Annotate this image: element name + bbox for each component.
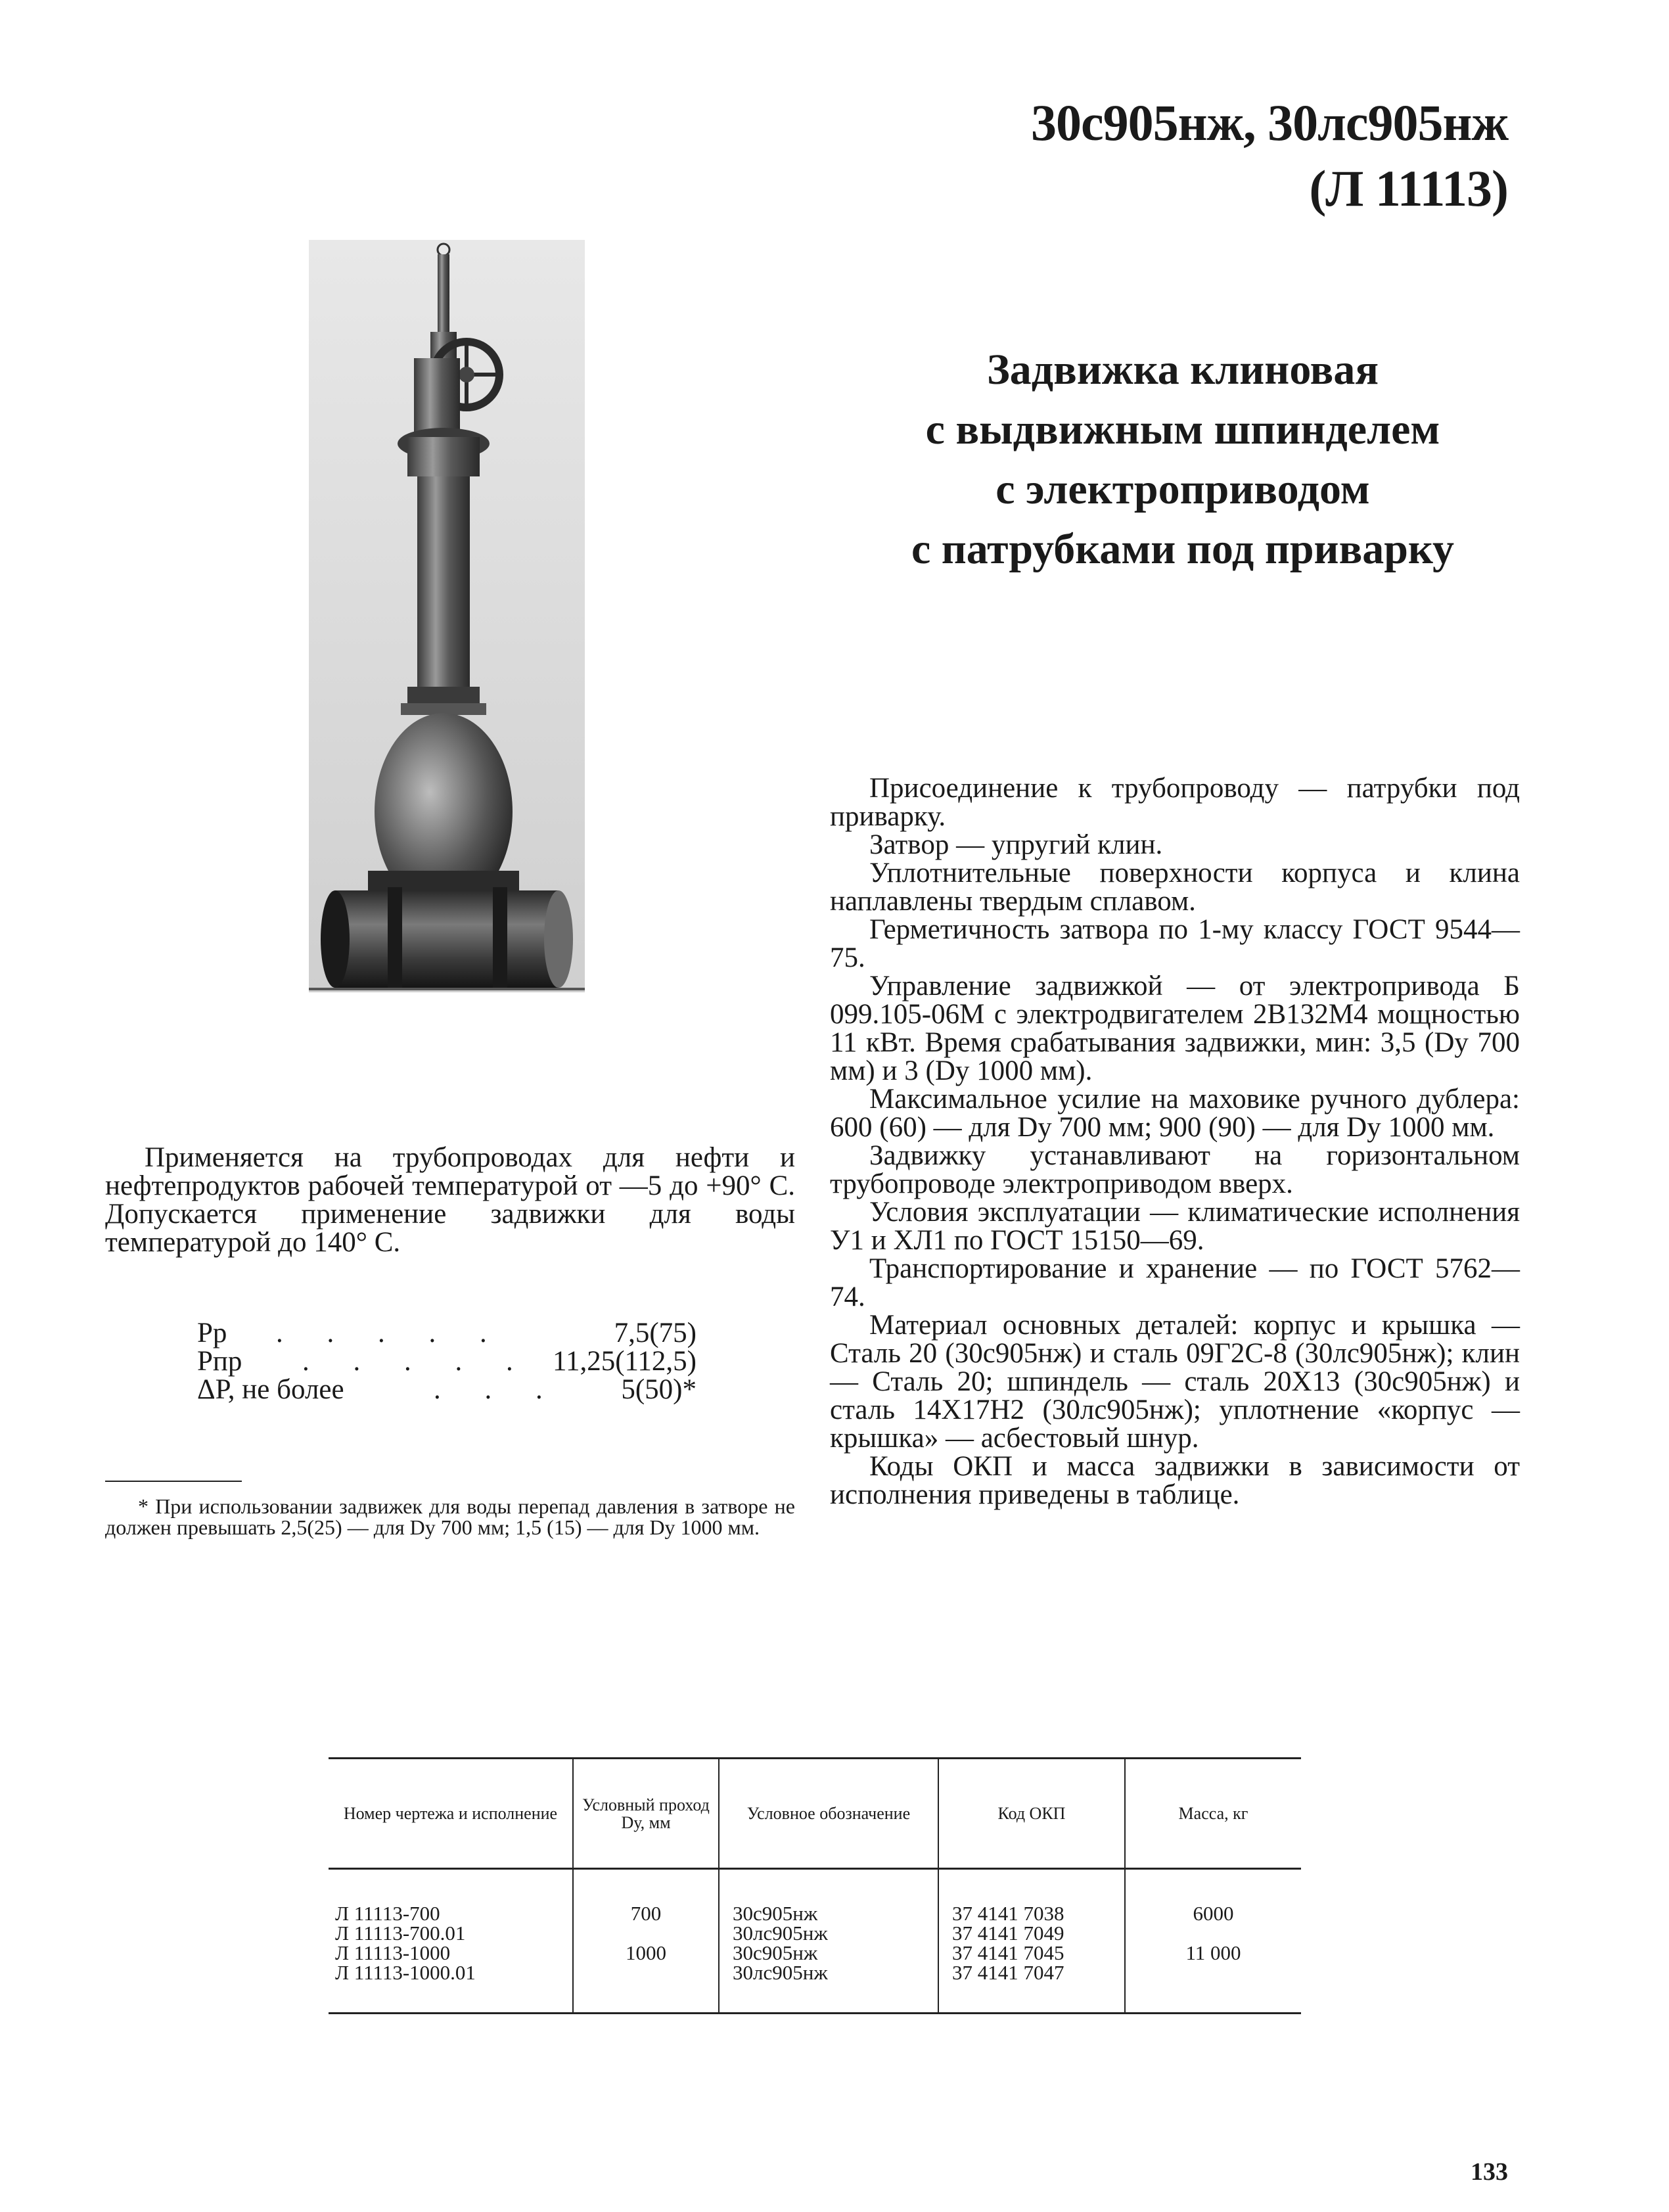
param-row bbox=[197, 1319, 697, 1347]
application-text: Применяется на трубопроводах для нефти и нефтепродуктов рабочей температурой от —5 до +90° С. Допускается применение задвижки для воды температурой до 140° С. bbox=[105, 1142, 795, 1258]
desc-paragraph: Управление задвижкой — от электропривода Б 099.105-06М с электродвигателем 2В132М4 мощностью 11 кВт. Время срабатывания задвижки, мин: 3,5 (Dу 700 мм) и 3 (Dу 1000 мм). bbox=[830, 971, 1520, 1086]
desc-paragraph: Транспортирование и хранение — по ГОСТ 5762—74. bbox=[830, 1253, 1520, 1312]
cell-designation: 30с905нж bbox=[719, 1943, 938, 1963]
footnote: * При использовании задвижек для воды перепад давления в затворе не должен превышать 2,5(25) — для Dу 700 мм; 1,5 (15) — для Dу 1000 мм. bbox=[105, 1494, 795, 1539]
cell-mass: 6000 bbox=[1125, 1869, 1301, 1924]
cell-mass bbox=[1125, 1924, 1301, 1943]
cell-okp: 37 4141 7047 bbox=[938, 1963, 1125, 2014]
header-drawing: Номер чертежа и исполнение bbox=[343, 1804, 558, 1823]
table-header-row bbox=[329, 1759, 1301, 1869]
table-row bbox=[329, 1963, 1301, 2014]
desc-paragraph: Условия эксплуатации — климатические исполнения У1 и ХЛ1 по ГОСТ 15150—69. bbox=[830, 1197, 1520, 1256]
desc-paragraph: Материал основных деталей: корпус и крышка — Сталь 20 (30с905нж) и сталь 09Г2С-8 (30лс905нж); клин — Сталь 20; шпиндель — сталь 20Х13 (30с905нж) и сталь 14Х17Н2 (30лс905нж); уплотнение «корпус — крышка» — асбестовый шнур. bbox=[830, 1310, 1520, 1454]
param-label: ΔP, не более bbox=[197, 1374, 344, 1405]
table-row bbox=[329, 1924, 1301, 1943]
desc-paragraph: Задвижку устанавливают на горизонтальном трубопроводе электроприводом вверх. bbox=[830, 1140, 1520, 1199]
cell-dn bbox=[573, 1924, 719, 1943]
table-row bbox=[329, 1869, 1301, 1924]
desc-paragraph: Герметичность затвора по 1-му классу ГОСТ 9544—75. bbox=[830, 914, 1520, 973]
okp-table bbox=[329, 1757, 1301, 2014]
cell-mass bbox=[1125, 1963, 1301, 2014]
cell-designation: 30лс905нж bbox=[719, 1963, 938, 2014]
cell-okp: 37 4141 7038 bbox=[938, 1869, 1125, 1924]
cell-okp: 37 4141 7045 bbox=[938, 1943, 1125, 1963]
desc-paragraph: Коды ОКП и масса задвижки в зависимости от исполнения приведены в таблице. bbox=[830, 1451, 1520, 1510]
model-designations: 30с905нж, 30лс905нж bbox=[1031, 94, 1508, 151]
cell-dn bbox=[573, 1963, 719, 2014]
title-line-3: с электроприводом bbox=[995, 465, 1370, 513]
param-row bbox=[197, 1375, 697, 1404]
desc-paragraph: Присоединение к трубопроводу — патрубки под приварку. bbox=[830, 773, 1520, 832]
gate-valve-photo bbox=[309, 240, 585, 992]
cell-dn: 1000 bbox=[573, 1943, 719, 1963]
pressure-parameters bbox=[197, 1319, 697, 1404]
title-line-4: с патрубками под приварку bbox=[911, 525, 1455, 573]
cell-okp: 37 4141 7049 bbox=[938, 1924, 1125, 1943]
param-leader-dots: . . . . . bbox=[302, 1346, 532, 1377]
drawing-designation: (Л 11113) bbox=[1309, 160, 1508, 217]
cell-dn: 700 bbox=[573, 1869, 719, 1924]
param-leader-dots: . . . . . bbox=[276, 1318, 505, 1348]
table-row bbox=[329, 1943, 1301, 1963]
param-value: 7,5(75) bbox=[614, 1318, 697, 1348]
cell-mass: 11 000 bbox=[1125, 1943, 1301, 1963]
param-value: 5(50)* bbox=[621, 1374, 697, 1405]
param-label: Pр bbox=[197, 1318, 227, 1348]
param-leader-dots: . . . bbox=[434, 1374, 561, 1405]
cell-drawing: Л 11113-700 bbox=[335, 1902, 440, 1925]
title-line-2: с выдвижным шпинделем bbox=[925, 405, 1440, 453]
desc-paragraph: Затвор — упругий клин. bbox=[869, 829, 1163, 860]
param-label: Pпр bbox=[197, 1346, 242, 1377]
header-mass: Масса, кг bbox=[1125, 1759, 1301, 1869]
description-column bbox=[830, 774, 1520, 1509]
desc-paragraph: Максимальное усилие на маховике ручного дублера: 600 (60) — для Dу 700 мм; 900 (90) — для Dу 1000 мм. bbox=[830, 1084, 1520, 1143]
header-okp: Код ОКП bbox=[938, 1759, 1125, 1869]
cell-designation: 30с905нж bbox=[719, 1869, 938, 1924]
param-value: 11,25(112,5) bbox=[553, 1346, 697, 1377]
desc-paragraph: Уплотнительные поверхности корпуса и клина наплавлены твердым сплавом. bbox=[830, 858, 1520, 917]
header-designation: Условное обозначение bbox=[719, 1759, 938, 1869]
title-line-1: Задвижка клиновая bbox=[986, 346, 1379, 394]
param-row bbox=[197, 1347, 697, 1375]
header-dn: Условный проход Dу, мм bbox=[573, 1759, 719, 1869]
footnote-rule bbox=[105, 1481, 242, 1482]
cell-drawing: Л 11113-700.01 bbox=[335, 1922, 466, 1945]
cell-drawing: Л 11113-1000.01 bbox=[335, 1961, 476, 1984]
page-number: 133 bbox=[1471, 2158, 1508, 2186]
cell-designation: 30лс905нж bbox=[719, 1924, 938, 1943]
cell-drawing: Л 11113-1000 bbox=[335, 1941, 451, 1964]
